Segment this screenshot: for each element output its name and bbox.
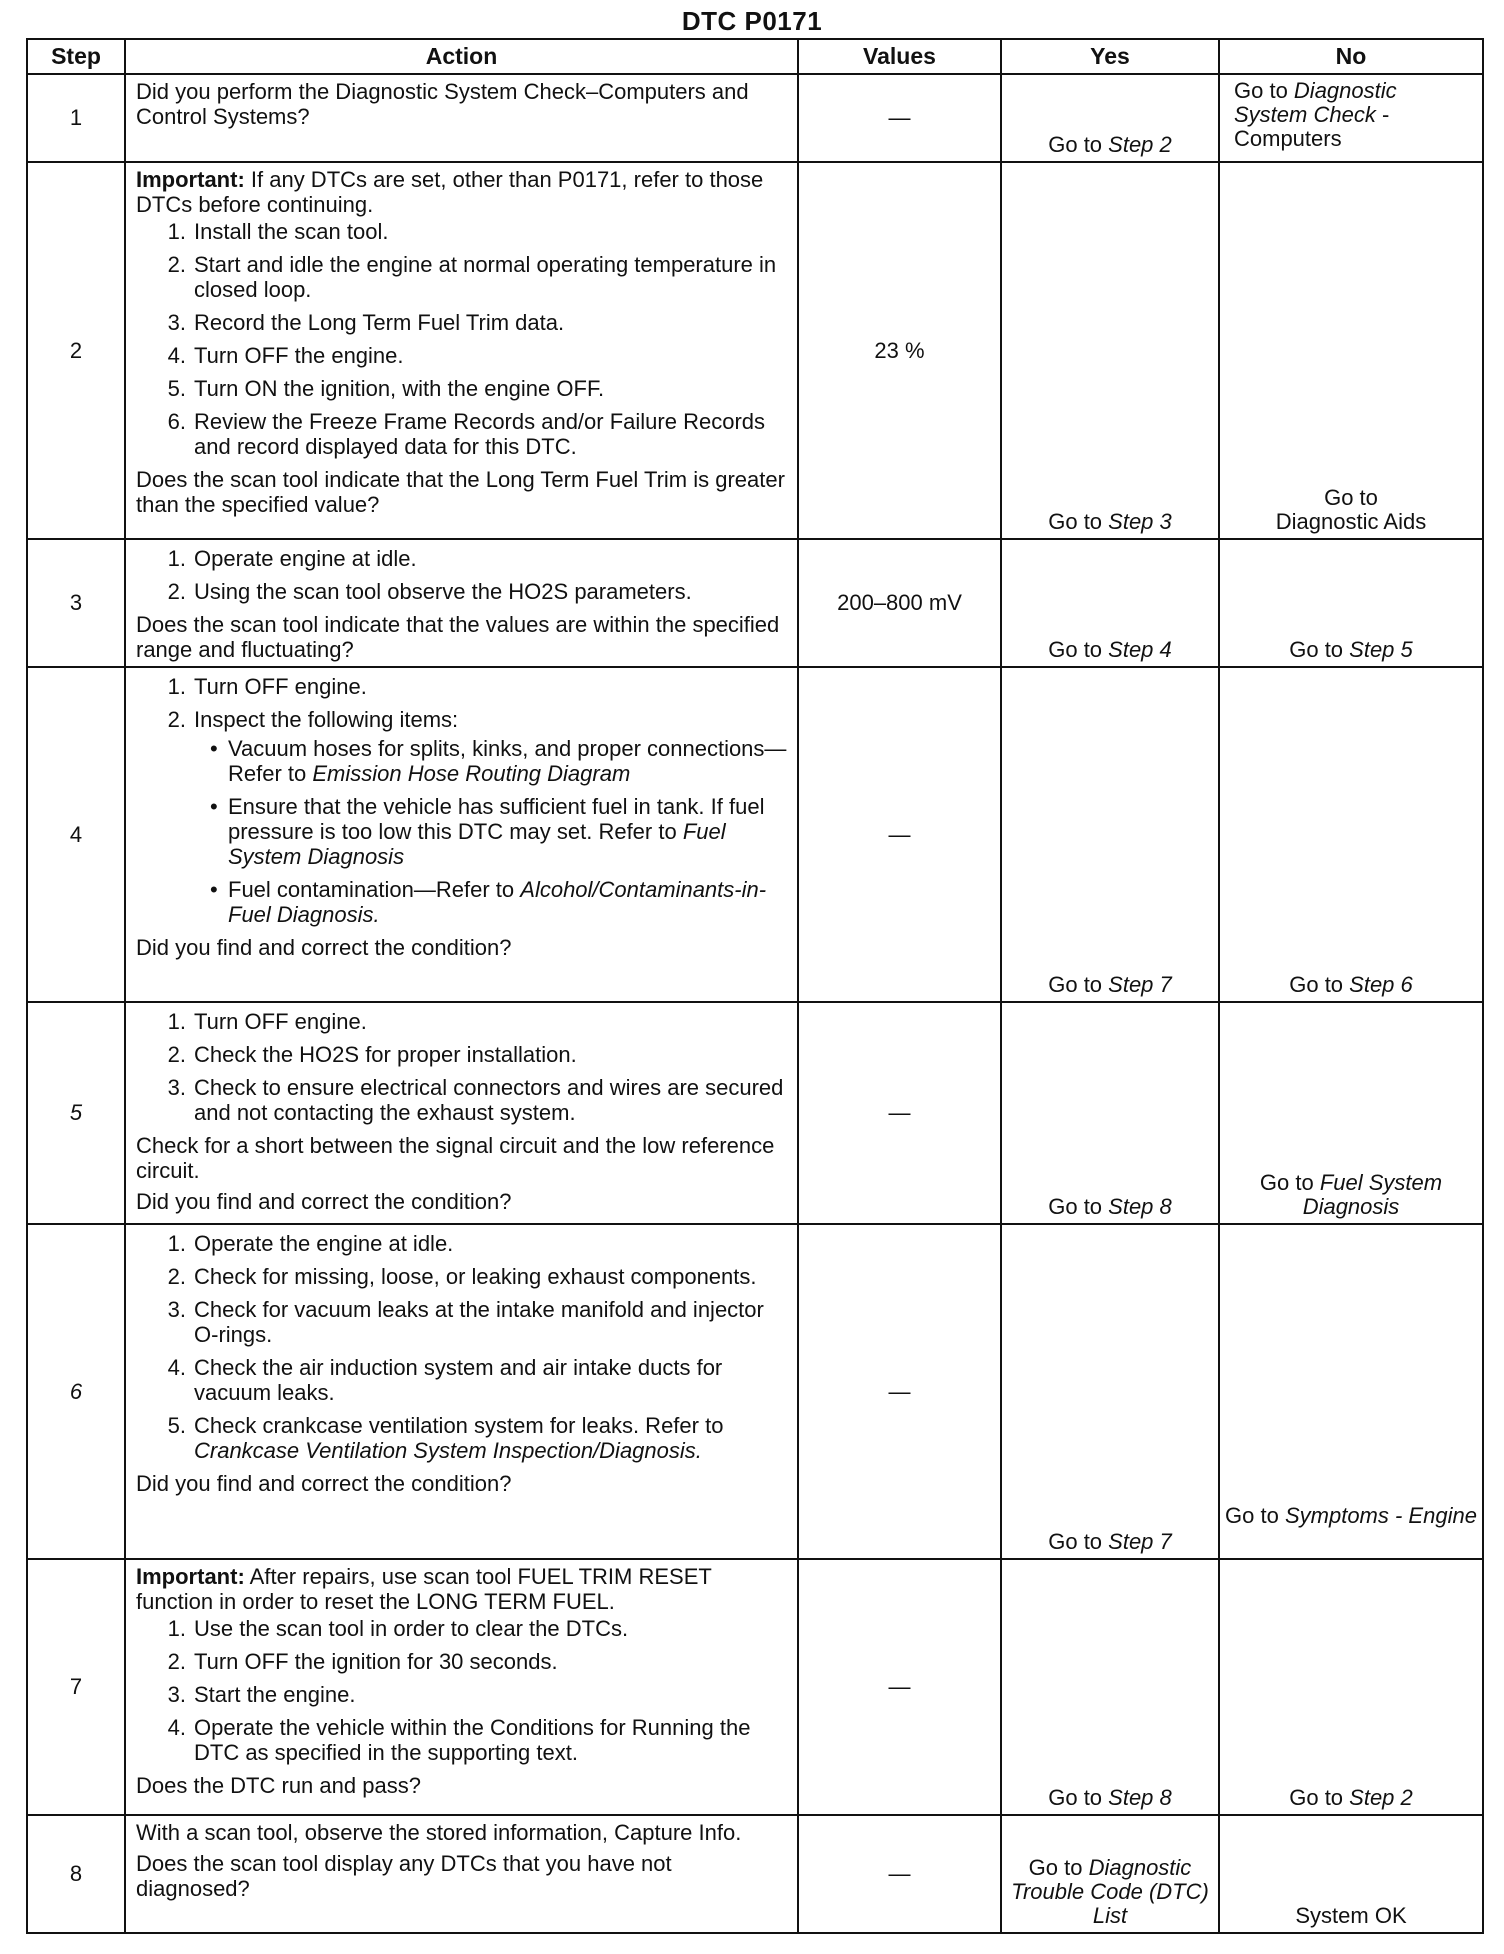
no-link[interactable]: Diagnostic Aids — [1275, 509, 1427, 534]
action-note: With a scan tool, observe the stored information, Capture Info. — [136, 1820, 742, 1845]
yes-link[interactable]: Step 8 — [1108, 1785, 1172, 1810]
list-item: 1 . Use the scan tool in order to clear the DTCs. — [136, 1616, 789, 1641]
list-item: 4 . Turn OFF the engine. — [136, 343, 789, 368]
yes-cell: Go to Step 7 — [1001, 1224, 1219, 1559]
reference-link[interactable]: Emission Hose Routing Diagram — [312, 761, 631, 786]
no-prefix: Go to — [1234, 78, 1294, 103]
list-item: 3 . Check to ensure electrical connectors and wires are secured and not contacting the exhaust system. — [136, 1075, 789, 1125]
table-row — [27, 539, 1483, 667]
table-row — [27, 1815, 1483, 1933]
action-cell — [125, 667, 798, 1002]
no-cell: Go to Fuel System Diagnosis — [1219, 1002, 1483, 1224]
no-cell: Go to Symptoms - Engine — [1219, 1224, 1483, 1559]
header-row — [27, 39, 1483, 74]
step-number: 8 — [27, 1815, 125, 1933]
important-label: Important: — [136, 167, 245, 192]
no-cell: Go to Step 6 — [1219, 667, 1483, 1002]
step-number: 4 — [27, 667, 125, 1002]
no-link[interactable]: Symptoms - Engine — [1284, 1503, 1477, 1528]
list-item: 3 . Record the Long Term Fuel Trim data. — [136, 310, 789, 335]
action-question: Does the scan tool display any DTCs that you have not diagnosed? — [136, 1851, 672, 1901]
no-link[interactable]: Step 2 — [1349, 1785, 1413, 1810]
no-link[interactable]: Step 5 — [1349, 637, 1413, 662]
numbered-list — [136, 546, 789, 604]
page-title: DTC P0171 — [681, 6, 823, 36]
action-cell — [125, 1224, 798, 1559]
action-question: Does the scan tool indicate that the Long Term Fuel Trim is greater than the specified value? — [136, 467, 785, 517]
action-cell — [125, 1002, 798, 1224]
step-number: 3 — [27, 539, 125, 667]
value-cell: — — [798, 1559, 1001, 1815]
value-cell: — — [798, 667, 1001, 1002]
list-item: 1 . Operate the engine at idle. — [136, 1231, 789, 1256]
numbered-list — [136, 1231, 789, 1463]
numbered-list — [136, 1009, 789, 1125]
yes-link[interactable]: Step 4 — [1108, 637, 1172, 662]
no-cell — [1219, 74, 1483, 162]
value-cell: — — [798, 1002, 1001, 1224]
important-label: Important: — [136, 1564, 245, 1589]
action-cell — [125, 74, 798, 162]
reference-link[interactable]: Crankcase Ventilation System Inspection/Diagnosis. — [194, 1438, 702, 1463]
list-item: 1 . Turn OFF engine. — [136, 1009, 789, 1034]
list-item: 1 . Turn OFF engine. — [136, 674, 789, 699]
step-number: 1 — [27, 74, 125, 162]
no-link[interactable]: Fuel System Diagnosis — [1302, 1170, 1443, 1219]
table-row — [27, 667, 1483, 1002]
action-cell — [125, 1815, 798, 1933]
action-question: Did you find and correct the condition? — [136, 1189, 512, 1214]
table-row — [27, 1559, 1483, 1815]
yes-link[interactable]: Step 3 — [1108, 509, 1172, 534]
table-row — [27, 74, 1483, 162]
no-link[interactable]: Diagnostic System Check — [1234, 78, 1397, 127]
list-item: 2 . Check the HO2S for proper installation. — [136, 1042, 789, 1067]
list-item: 5 . Check crankcase ventilation system for leaks. Refer to Crankcase Ventilation System Inspection/Diagnosis. — [136, 1413, 789, 1463]
action-question: Does the scan tool indicate that the values are within the specified range and fluctuating? — [136, 612, 780, 662]
yes-cell: Go to Step 8 — [1001, 1002, 1219, 1224]
important-note — [136, 167, 789, 217]
important-note — [136, 1564, 789, 1614]
header-yes: Yes — [1001, 39, 1219, 74]
step-number: 7 — [27, 1559, 125, 1815]
yes-cell: Go to Step 8 — [1001, 1559, 1219, 1815]
step-number: 2 — [27, 162, 125, 539]
value-cell: 200–800 mV — [798, 539, 1001, 667]
yes-cell: Go to Diagnostic Trouble Code (DTC) List — [1001, 1815, 1219, 1933]
list-item: 2 . Inspect the following items: — [136, 707, 789, 732]
bullet-list — [136, 736, 789, 927]
no-cell: Go to Diagnostic Aids — [1219, 162, 1483, 539]
yes-link[interactable]: Diagnostic Trouble Code (DTC) List — [1011, 1855, 1209, 1928]
table-row — [27, 1002, 1483, 1224]
list-item: 2 . Using the scan tool observe the HO2S parameters. — [136, 579, 789, 604]
action-cell — [125, 539, 798, 667]
yes-link[interactable]: Step 8 — [1108, 1194, 1172, 1219]
list-item: 4 . Check the air induction system and air intake ducts for vacuum leaks. — [136, 1355, 789, 1405]
list-item: 4 . Operate the vehicle within the Conditions for Running the DTC as specified in the supporting text. — [136, 1715, 789, 1765]
list-item: 5 . Turn ON the ignition, with the engine OFF. — [136, 376, 789, 401]
step-number: 5 — [27, 1002, 125, 1224]
list-item: 6 . Review the Freeze Frame Records and/or Failure Records and record displayed data for this DTC. — [136, 409, 789, 459]
no-cell: Go to Step 5 — [1219, 539, 1483, 667]
yes-link[interactable]: Step 7 — [1108, 972, 1172, 997]
list-item: 2 . Check for missing, loose, or leaking exhaust components. — [136, 1264, 789, 1289]
dtc-table — [26, 38, 1484, 1934]
bullet-item: • Fuel contamination—Refer to Alcohol/Contaminants-in-Fuel Diagnosis. — [136, 877, 789, 927]
header-action: Action — [125, 39, 798, 74]
action-question: Did you perform the Diagnostic System Check–Computers and Control Systems? — [136, 79, 749, 129]
step-number: 6 — [27, 1224, 125, 1559]
yes-cell — [1001, 74, 1219, 162]
value-cell: — — [798, 1224, 1001, 1559]
list-item: 1 . Install the scan tool. — [136, 219, 789, 244]
numbered-list — [136, 1616, 789, 1765]
list-item: 3 . Start the engine. — [136, 1682, 789, 1707]
action-question: Does the DTC run and pass? — [136, 1773, 421, 1798]
reference-link[interactable]: Fuel System Diagnosis — [228, 819, 726, 869]
no-cell: System OK — [1219, 1815, 1483, 1933]
yes-link[interactable]: Step 7 — [1108, 1529, 1172, 1554]
bullet-item: • Vacuum hoses for splits, kinks, and proper connections—Refer to Emission Hose Routing Diagram — [136, 736, 789, 786]
yes-prefix: Go to — [1048, 132, 1109, 157]
yes-link[interactable]: Step 2 — [1108, 132, 1172, 157]
important-text: If any DTCs are set, other than P0171, refer to those DTCs before continuing. — [136, 167, 764, 217]
numbered-list — [136, 674, 789, 732]
header-step: Step — [27, 39, 125, 74]
no-link[interactable]: Step 6 — [1349, 972, 1413, 997]
header-no: No — [1219, 39, 1483, 74]
yes-cell: Go to Step 3 — [1001, 162, 1219, 539]
action-note: Check for a short between the signal circuit and the low reference circuit. — [136, 1133, 775, 1183]
reference-link[interactable]: Alcohol/Contaminants-in-Fuel Diagnosis. — [228, 877, 767, 927]
table-row — [27, 162, 1483, 539]
value-cell: — — [798, 74, 1001, 162]
header-values: Values — [798, 39, 1001, 74]
important-text: After repairs, use scan tool FUEL TRIM RESET function in order to reset the LONG TERM FUEL. — [136, 1564, 712, 1614]
no-cell: Go to Step 2 — [1219, 1559, 1483, 1815]
yes-cell: Go to Step 4 — [1001, 539, 1219, 667]
yes-cell: Go to Step 7 — [1001, 667, 1219, 1002]
action-question: Did you find and correct the condition? — [136, 935, 512, 960]
action-cell — [125, 162, 798, 539]
list-item: 3 . Check for vacuum leaks at the intake manifold and injector O-rings. — [136, 1297, 789, 1347]
list-item: 2 . Start and idle the engine at normal operating temperature in closed loop. — [136, 252, 789, 302]
action-cell — [125, 1559, 798, 1815]
no-suffix: - Computers — [1234, 102, 1390, 151]
value-cell: 23 % — [798, 162, 1001, 539]
value-cell: — — [798, 1815, 1001, 1933]
list-item: 2 . Turn OFF the ignition for 30 seconds. — [136, 1649, 789, 1674]
action-question: Did you find and correct the condition? — [136, 1471, 512, 1496]
bullet-item: • Ensure that the vehicle has sufficient fuel in tank. If fuel pressure is too low this DTC may set. Refer to Fuel System Diagnosis — [136, 794, 789, 869]
numbered-list — [136, 219, 789, 459]
table-row — [27, 1224, 1483, 1559]
list-item: 1 . Operate engine at idle. — [136, 546, 789, 571]
